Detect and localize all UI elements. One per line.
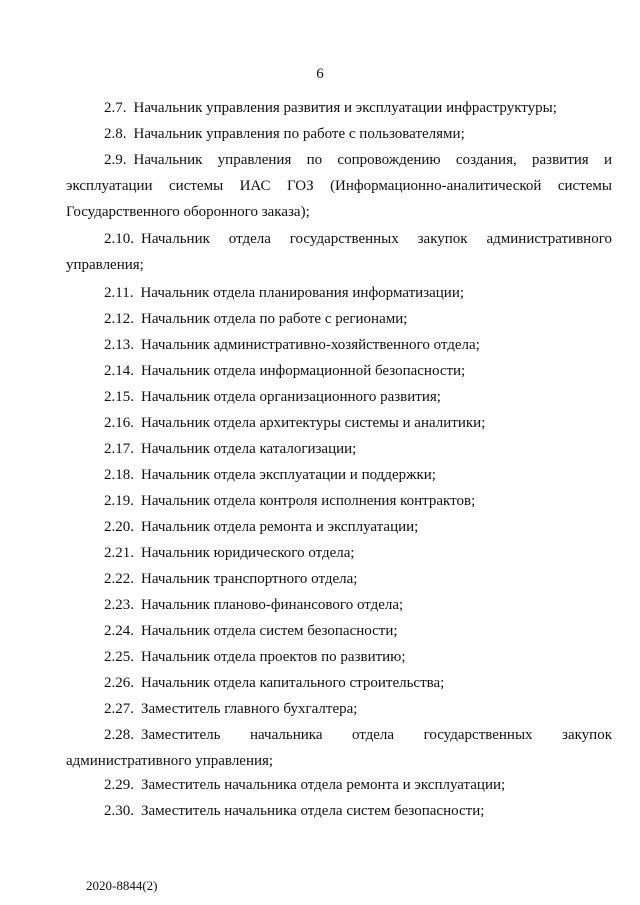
item-text: Заместитель начальника отдела систем безопасности; xyxy=(141,803,485,819)
item-number: 2.20. xyxy=(104,519,134,535)
item-text: Начальник управления по сопровождению создания, развития и xyxy=(133,152,612,168)
list-item-2-26 xyxy=(66,670,612,696)
list-item-2-22 xyxy=(66,566,612,592)
item-number: 2.25. xyxy=(104,649,134,665)
list-item-2-14 xyxy=(66,358,612,384)
item-text: Начальник отдела эксплуатации и поддержки; xyxy=(141,467,436,483)
item-text: Начальник отдела планирования информатизации; xyxy=(140,285,465,301)
item-number: 2.30. xyxy=(104,803,134,819)
list-item-2-16 xyxy=(66,410,612,436)
list-item-2-11 xyxy=(66,280,612,306)
list-item-2-20 xyxy=(66,514,612,540)
list-item-2-17 xyxy=(66,436,612,462)
item-line-first xyxy=(66,147,612,173)
item-number: 2.28. xyxy=(104,727,134,743)
list-item-2-23 xyxy=(66,592,612,618)
item-line-continuation: Государственного оборонного заказа); xyxy=(66,204,310,220)
item-number: 2.14. xyxy=(104,363,134,379)
item-text: Начальник управления развития и эксплуатации инфраструктуры; xyxy=(133,100,557,116)
item-number: 2.23. xyxy=(104,597,134,613)
item-text: Начальник отдела ремонта и эксплуатации; xyxy=(141,519,419,535)
item-line-first xyxy=(66,722,612,748)
item-text: Начальник административно-хозяйственного отдела; xyxy=(141,337,480,353)
item-text: Начальник отдела каталогизации; xyxy=(141,441,357,457)
item-text: Начальник планово-финансового отдела; xyxy=(141,597,404,613)
item-number: 2.19. xyxy=(104,493,134,509)
list-item-2-13 xyxy=(66,332,612,358)
item-number: 2.9. xyxy=(104,152,127,168)
item-text: Начальник отдела информационной безопасности; xyxy=(141,363,466,379)
item-number: 2.15. xyxy=(104,389,134,405)
item-number: 2.18. xyxy=(104,467,134,483)
item-line-first xyxy=(66,226,612,252)
list-item-2-28 xyxy=(66,722,612,774)
list-item-2-10 xyxy=(66,226,612,278)
item-text: Начальник управления по работе с пользователями; xyxy=(133,126,465,142)
item-line-continuation: административного управления; xyxy=(66,753,274,769)
list-item-2-7 xyxy=(66,95,612,121)
list-item-2-25 xyxy=(66,644,612,670)
item-text: Начальник отдела капитального строительства; xyxy=(141,675,445,691)
item-number: 2.24. xyxy=(104,623,134,639)
item-text: Заместитель начальника отдела государственных закупок xyxy=(141,727,612,743)
list-item-2-24 xyxy=(66,618,612,644)
list-item-2-9 xyxy=(66,147,612,225)
list-item-2-19 xyxy=(66,488,612,514)
item-text: Начальник отдела государственных закупок административного xyxy=(141,231,612,247)
document-code: 2020-8844(2) xyxy=(86,878,158,893)
item-number: 2.27. xyxy=(104,701,134,717)
item-text: Заместитель начальника отдела ремонта и эксплуатации; xyxy=(141,777,506,793)
item-number: 2.16. xyxy=(104,415,134,431)
list-item-2-29 xyxy=(66,772,612,798)
item-text: Начальник отдела систем безопасности; xyxy=(141,623,398,639)
item-number: 2.8. xyxy=(104,126,127,142)
item-line-continuation: управления; xyxy=(66,257,144,273)
item-text: Начальник отдела по работе с регионами; xyxy=(141,311,408,327)
item-text: Начальник отдела контроля исполнения контрактов; xyxy=(141,493,476,509)
item-text: Начальник отдела архитектуры системы и аналитики; xyxy=(141,415,486,431)
item-number: 2.13. xyxy=(104,337,134,353)
item-text: Заместитель главного бухгалтера; xyxy=(141,701,358,717)
item-line-continuation: эксплуатации системы ИАС ГОЗ (Информационно-аналитической системы xyxy=(66,178,612,194)
list-item-2-21 xyxy=(66,540,612,566)
item-number: 2.12. xyxy=(104,311,134,327)
list-item-2-30 xyxy=(66,798,612,824)
item-number: 2.7. xyxy=(104,100,127,116)
list-item-2-12 xyxy=(66,306,612,332)
item-number: 2.10. xyxy=(104,231,134,247)
item-text: Начальник отдела организационного развития; xyxy=(141,389,441,405)
item-text: Начальник юридического отдела; xyxy=(141,545,355,561)
item-number: 2.11. xyxy=(104,285,134,301)
item-number: 2.29. xyxy=(104,777,134,793)
list-item-2-18 xyxy=(66,462,612,488)
item-number: 2.17. xyxy=(104,441,134,457)
list-item-2-8 xyxy=(66,121,612,147)
item-text: Начальник транспортного отдела; xyxy=(141,571,358,587)
page-number: 6 xyxy=(316,66,324,82)
item-text: Начальник отдела проектов по развитию; xyxy=(141,649,406,665)
item-number: 2.22. xyxy=(104,571,134,587)
item-number: 2.26. xyxy=(104,675,134,691)
list-item-2-27 xyxy=(66,696,612,722)
list-item-2-15 xyxy=(66,384,612,410)
item-number: 2.21. xyxy=(104,545,134,561)
